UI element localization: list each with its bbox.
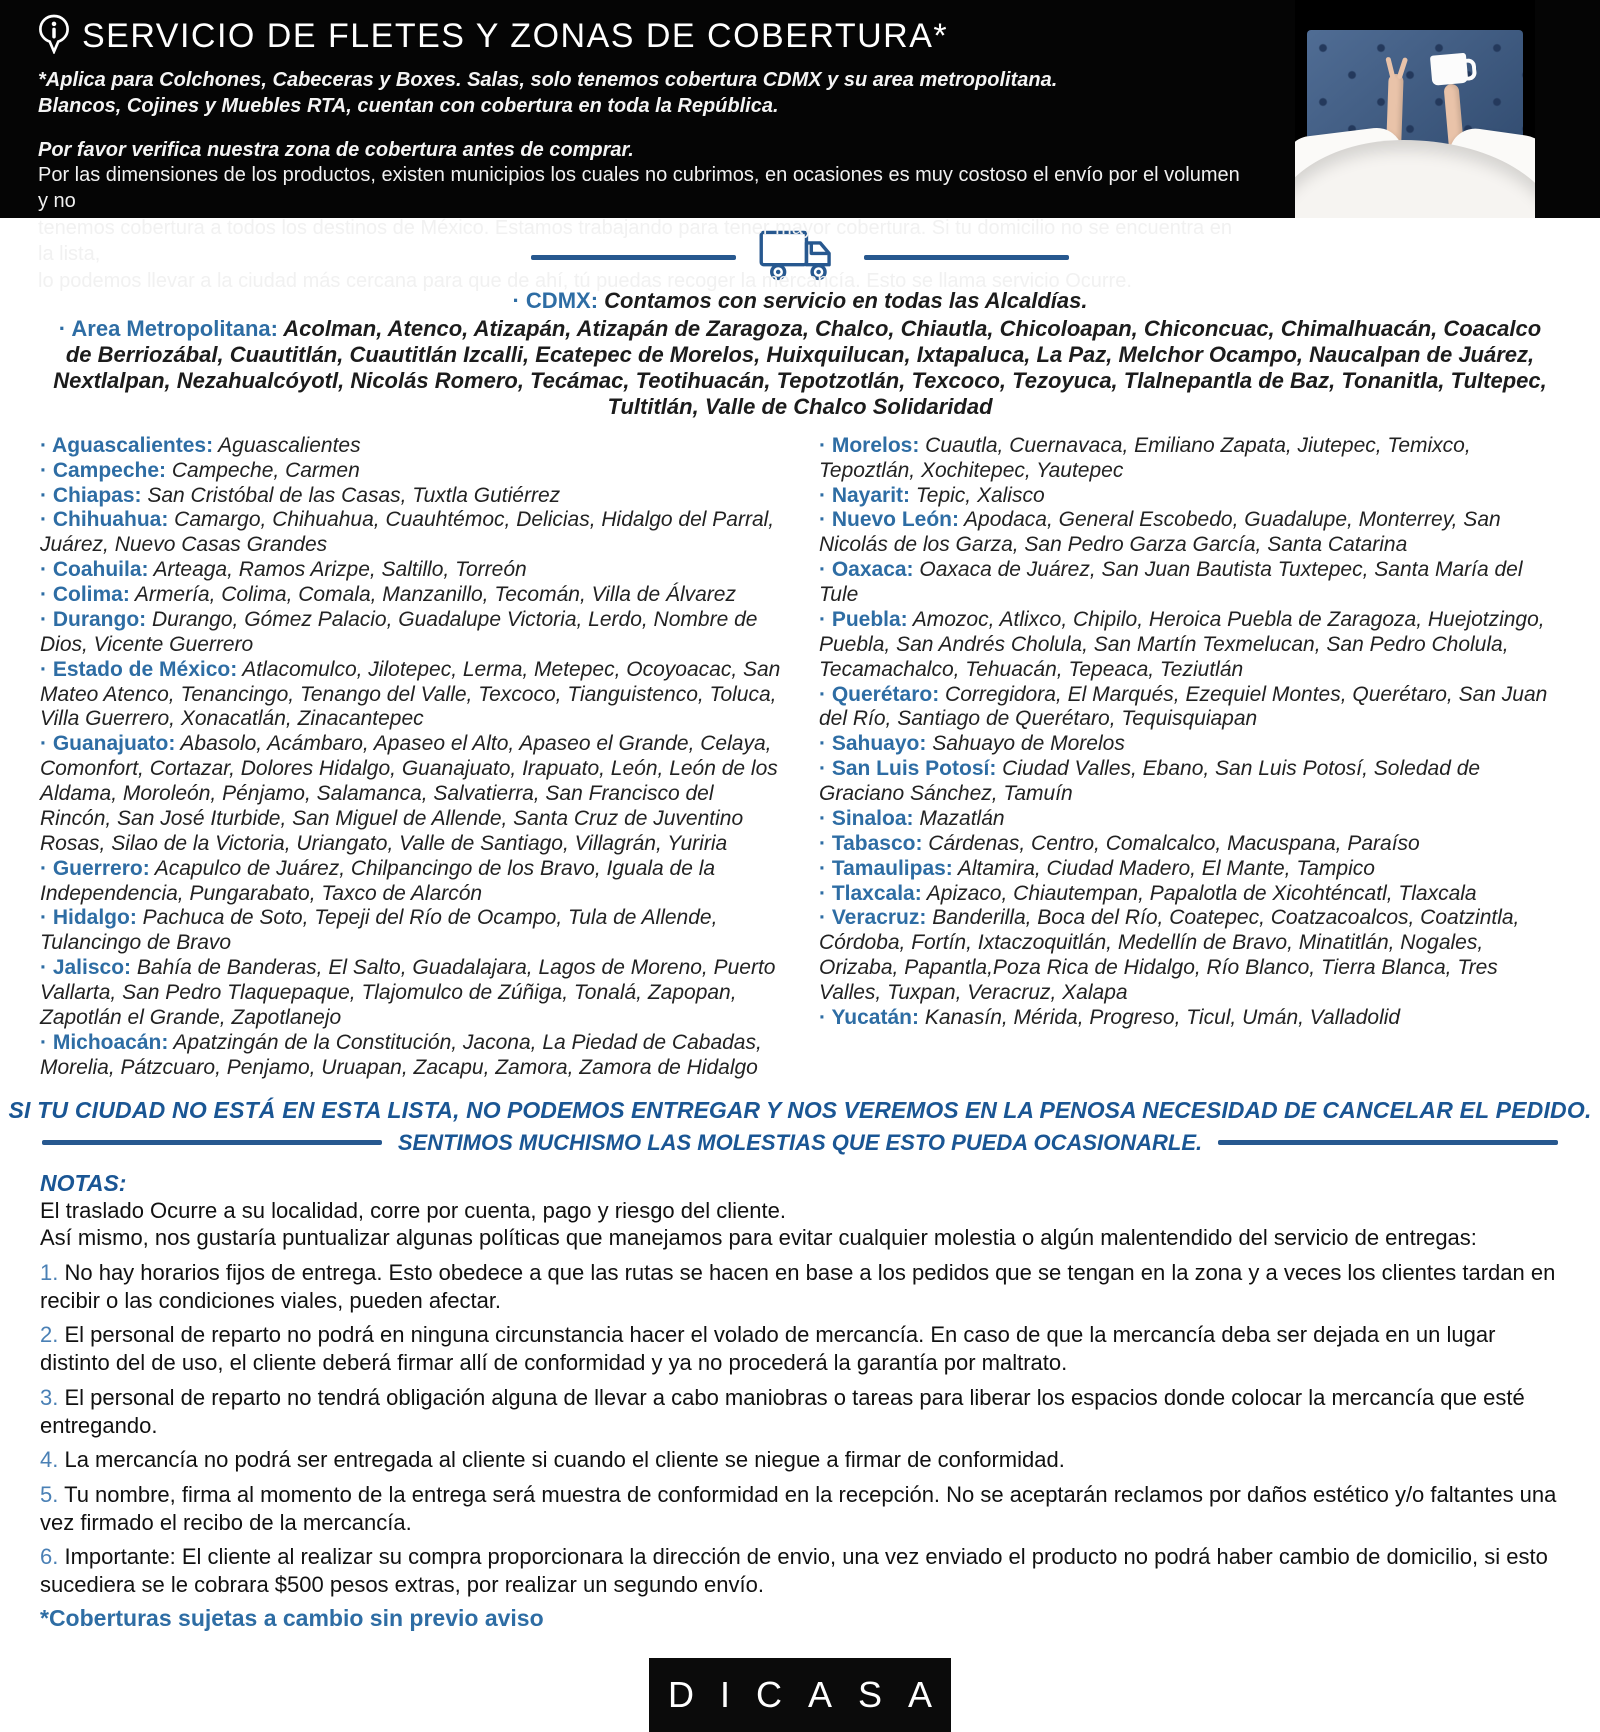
header-body-line2: tenemos cobertura a todos los destinos de México. Estamos trabajando para tener mayor cobertura. Si tu domicilio no se encuentra en la lista, [38, 216, 1232, 266]
state-cities: Arteaga, Ramos Arizpe, Saltillo, Torreón [148, 558, 527, 582]
note-number: 1. [40, 1260, 59, 1285]
warning-part3: CANCELAR EL PEDIDO. [1322, 1096, 1592, 1123]
state-entry [40, 558, 781, 583]
state-name: · Puebla: [819, 607, 908, 631]
state-name: · San Luis Potosí: [819, 757, 997, 781]
state-name: · Veracruz: [819, 906, 927, 930]
state-name: · Sahuayo: [819, 732, 927, 756]
warning-rule-right [1218, 1140, 1558, 1145]
dicasa-logo-text: DICASA [667, 1673, 959, 1715]
state-cities: Apizaco, Chiautempan, Papalotla de Xicohténcatl, Tlaxcala [921, 881, 1477, 905]
state-entry [40, 1031, 781, 1081]
state-cities: Corregidora, El Marqués, Ezequiel Montes, Querétaro, San Juan del Río, Santiago de Querétaro, Tequisquiapan [819, 682, 1548, 731]
state-name: · Morelos: [819, 433, 920, 457]
state-entry [819, 683, 1560, 733]
state-cities: Mazatlán [913, 806, 1005, 830]
notes-intro2: Así mismo, nos gustaría puntualizar algunas políticas que manejamos para evitar cualquier molestia o algún malentendido del servicio de entregas: [40, 1225, 1477, 1251]
note-text: La mercancía no podrá ser entregada al cliente si cuando el cliente se niegue a firmar de conformidad. [58, 1447, 1065, 1473]
state-entry [40, 484, 781, 509]
state-name: · Coahuila: [40, 558, 149, 582]
state-cities: Aguascalientes [213, 433, 361, 457]
header-verify-line: Por favor verifica nuestra zona de cobertura antes de comprar. [38, 139, 634, 161]
note-number: 2. [40, 1322, 59, 1348]
state-entry [819, 558, 1560, 608]
note-text: Tu nombre, firma al momento de la entrega será muestra de conformidad en la recepción. No se aceptarán reclamos por daños estético y/o faltantes una vez firmado el recibo de la mercancía. [40, 1482, 1557, 1535]
state-name: · Aguascalientes: [40, 433, 214, 457]
state-cities: Camargo, Chihuahua, Cuauhtémoc, Delicias, Hidalgo del Parral, Juárez, Nuevo Casas Grandes [40, 508, 775, 557]
state-cities: Atlacomulco, Jilotepec, Lerma, Metepec, Ocoyoacac, San Mateo Atenco, Tenancingo, Tenango del Valle, Texcoco, Tianguistenco, Toluca, Villa Guerrero, Xonacatlán, Zinacantepec [40, 657, 781, 731]
state-name: · Guanajuato: [40, 732, 176, 756]
state-entry [819, 434, 1560, 484]
state-cities: Oaxaca de Juárez, San Juan Bautista Tuxtepec, Santa María del Tule [819, 558, 1523, 607]
state-entry [819, 732, 1560, 757]
state-entry [40, 857, 781, 907]
state-cities: Apodaca, General Escobedo, Guadalupe, Monterrey, San Nicolás de los Garza, San Pedro Garza García, Santa Catarina [819, 508, 1501, 557]
warning-line2: SENTIMOS MUCHISMO LAS MOLESTIAS QUE ESTO PUEDA OCASIONARLE. [397, 1129, 1203, 1155]
state-entry [819, 1006, 1560, 1031]
state-entry [40, 956, 781, 1031]
state-entry [40, 906, 781, 956]
note-text: El personal de reparto no podrá en ninguna circunstancia hacer el volado de mercancía. En caso de que la mercancía deba ser dejada en un lugar distinto del de uso, el cliente deberá firmar allí de conformidad y ya no procederá la garantía por maltrato. [40, 1322, 1496, 1376]
state-cities: Bahía de Banderas, El Salto, Guadalajara, Lagos de Moreno, Puerto Vallarta, San Pedro Tlaquepaque, Tlajomulco de Zúñiga, Tonalá, Zapopan, Zapotlán el Grande, Zapotlanejo [40, 956, 776, 1029]
page-title: SERVICIO DE FLETES Y ZONAS DE COBERTURA* [82, 17, 949, 55]
state-cities: Altamira, Ciudad Madero, El Mante, Tampico [952, 856, 1375, 880]
note-item [40, 1321, 1560, 1376]
state-cities: Ciudad Valles, Ebano, San Luis Potosí, Soledad de Graciano Sánchez, Tamuín [819, 757, 1481, 806]
dicasa-logo [649, 1658, 959, 1732]
state-name: · Nayarit: [819, 483, 911, 507]
note-number: 5. [40, 1482, 59, 1508]
note-item [40, 1543, 1560, 1598]
state-cities: Acapulco de Juárez, Chilpancingo de los Bravo, Iguala de la Independencia, Pungarabato, Taxco de Alarcón [40, 856, 716, 905]
header-banner [0, 0, 1600, 292]
state-entry [819, 484, 1560, 509]
state-cities: Abasolo, Acámbaro, Apaseo el Alto, Apaseo el Grande, Celaya, Comonfort, Cortazar, Dolores Hidalgo, Guanajuato, Irapuato, León, León de los Aldama, Moroleón, Pénjamo, Salamanca, Salvatierra, San Francisco del Rincón, San José Iturbide, San Miguel de Allende, Santa Cruz de Juventino Rosas, Silao de la Victoria, Uriangato, Valle de Santiago, Villagrán, Yuriria [40, 732, 778, 855]
state-name: · Campeche: [40, 458, 167, 482]
warning-rule-left [42, 1140, 382, 1145]
state-cities: Pachuca de Soto, Tepeji del Río de Ocampo, Tula de Allende, Tulancingo de Bravo [40, 906, 718, 955]
notes-section [0, 1170, 1600, 1632]
state-name: · Durango: [40, 607, 147, 631]
warning-block [0, 1097, 1600, 1156]
state-name: · Oaxaca: [819, 558, 914, 582]
state-cities: Cárdenas, Centro, Comalcalco, Macuspana, Paraíso [922, 831, 1420, 855]
state-name: · Chiapas: [40, 483, 142, 507]
state-cities: Durango, Gómez Palacio, Guadalupe Victoria, Lerdo, Nombre de Dios, Vicente Guerrero [40, 607, 758, 656]
state-entry [819, 508, 1560, 558]
header-body-line1: Por las dimensiones de los productos, existen municipios los cuales no cubrimos, en ocasiones es muy costoso el envío por el volumen y no [38, 164, 1240, 213]
state-cities: Apatzingán de la Constitución, Jacona, La Piedad de Cabadas, Morelia, Pátzcuaro, Penjamo, Uruapan, Zacapu, Zamora, Zamora de Hidalgo [40, 1030, 762, 1079]
state-cities: Kanasín, Mérida, Progreso, Ticul, Umán, Valladolid [918, 1005, 1401, 1029]
location-pin-info-icon [38, 14, 70, 59]
state-entry [40, 658, 781, 733]
coverage-disclaimer: *Coberturas sujetas a cambio sin previo aviso [40, 1604, 544, 1631]
state-entry [40, 459, 781, 484]
state-cities: Campeche, Carmen [166, 458, 360, 482]
coverage-columns [0, 434, 1600, 1081]
note-number: 3. [40, 1384, 59, 1410]
state-name: · Tabasco: [819, 831, 923, 855]
state-name: · Querétaro: [819, 682, 940, 706]
state-entry [40, 434, 781, 459]
notes-intro1: El traslado Ocurre a su localidad, corre por cuenta, pago y riesgo del cliente. [40, 1197, 786, 1223]
metro-area-block [45, 316, 1555, 420]
note-text: Importante: El cliente al realizar su compra proporcionara la dirección de envio, una vez enviado el producto no podrá haber cambio de domicilio, si esto sucediera se le cobrara $500 pesos extras, por realizar un segundo envío. [40, 1544, 1548, 1598]
state-cities: Banderilla, Boca del Río, Coatepec, Coatzacoalcos, Coatzintla, Córdoba, Fortín, Ixtaczoquitlán, Medellín de Bravo, Minatitlán, Nogales, Orizaba, Papantla,Poza Rica de Hidalgo, Río Blanco, Tierra Blanca, Tres Valles, Tuxpan, Veracruz, Xalapa [819, 906, 1520, 1005]
cdmx-text: Contamos con servicio en todas las Alcaldías. [598, 288, 1088, 313]
note-text: No hay horarios fijos de entrega. Esto obedece a que las rutas se hacen en base a los pedidos que se tengan en la zona y a veces los clientes tardan en recibir o las condiciones viales, pueden afectar. [40, 1260, 1556, 1313]
header-subtitle-line1: *Aplica para Colchones, Cabeceras y Boxes. Salas, solo tenemos cobertura CDMX y su area metropolitana. [38, 69, 1058, 91]
state-cities: Cuautla, Cuernavaca, Emiliano Zapata, Jiutepec, Temixco, Tepoztlán, Xochitepec, Yautepec [819, 433, 1471, 482]
state-cities: Sahuayo de Morelos [926, 732, 1125, 756]
state-entry [819, 857, 1560, 882]
state-entry [819, 832, 1560, 857]
note-item [40, 1446, 1560, 1474]
header-subtitle-line2: Blancos, Cojines y Muebles RTA, cuentan con cobertura en toda la República. [38, 95, 779, 117]
state-cities: Amozoc, Atlixco, Chipilo, Heroica Puebla de Zaragoza, Huejotzingo, Puebla, San Andrés Cholula, San Martín Texmelucan, San Pedro Cholula, Tecamachalco, Tehuacán, Tepeaca, Teziutlán [819, 607, 1545, 681]
warning-part1: SI TU CIUDAD NO ESTÁ EN ESTA LISTA, [8, 1096, 460, 1123]
headboard-photo [1295, 0, 1535, 218]
notes-list [40, 1259, 1560, 1599]
notes-title: NOTAS: [40, 1169, 127, 1196]
note-text: El personal de reparto no tendrá obligación alguna de llevar a cabo maniobras o tareas para liberar los espacios donde colocar la mercancía que esté entregando. [40, 1384, 1525, 1438]
header-body-line3: lo podemos llevar a la ciudad más cercana para que de ahí, tú puedas recoger la mercancía. Esto se llama servicio Ocurre. [38, 269, 1132, 292]
states-column-left [40, 434, 781, 1081]
state-cities: Tepic, Xalisco [910, 483, 1045, 507]
state-cities: San Cristóbal de las Casas, Tuxtla Gutiérrez [141, 483, 561, 507]
state-entry [819, 608, 1560, 683]
cdmx-label: · CDMX: [512, 288, 599, 313]
state-entry [819, 906, 1560, 1006]
note-number: 6. [40, 1544, 59, 1570]
state-entry [40, 608, 781, 658]
state-name: · Sinaloa: [819, 806, 914, 830]
state-cities: Armería, Colima, Comala, Manzanillo, Tecomán, Villa de Álvarez [129, 583, 736, 607]
note-number: 4. [40, 1447, 59, 1473]
states-column-right [819, 434, 1560, 1081]
note-item [40, 1481, 1560, 1536]
note-item [40, 1384, 1560, 1439]
state-entry [40, 508, 781, 558]
state-name: · Colima: [40, 583, 130, 607]
warning-line1 [0, 1097, 1600, 1124]
state-name: · Hidalgo: [40, 906, 137, 930]
metro-text: Acolman, Atenco, Atizapán, Atizapán de Zaragoza, Chalco, Chiautla, Chicoloapan, Chiconcuac, Chimalhuacán, Coacalco de Berriozábal, Cuautitlán, Cuautitlán Izcalli, Ecatepec de Morelos, Huixquilucan, Ixtapaluca, La Paz, Melchor Ocampo, Naucalpan de Juárez, Nextlalpan, Nezahualcóyotl, Nicolás Romero, Tecámac, Teotihuacán, Tepotzotlán, Texcoco, Tezoyuca, Tlalnepantla de Baz, Tonanitla, Tultepec, Tultitlán, Valle de Chalco Solidaridad [53, 316, 1547, 419]
state-name: · Guerrero: [40, 856, 150, 880]
warning-part2: NO PODEMOS ENTREGAR Y NOS VEREMOS EN LA PENOSA NECESIDAD DE [459, 1096, 1323, 1123]
note-item [40, 1259, 1560, 1314]
coffee-mug [1430, 53, 1468, 86]
state-name: · Tlaxcala: [819, 881, 922, 905]
state-name: · Nuevo León: [819, 508, 959, 532]
state-entry [819, 882, 1560, 907]
state-entry [40, 583, 781, 608]
state-name: · Estado de México: [40, 657, 238, 681]
metro-label: · Area Metropolitana: [58, 316, 278, 341]
state-entry [40, 732, 781, 856]
state-name: · Chihuahua: [40, 508, 169, 532]
state-entry [819, 807, 1560, 832]
state-name: · Yucatán: [819, 1005, 919, 1029]
state-name: · Michoacán: [40, 1030, 169, 1054]
state-name: · Tamaulipas: [819, 856, 953, 880]
state-name: · Jalisco: [40, 956, 132, 980]
state-entry [819, 757, 1560, 807]
